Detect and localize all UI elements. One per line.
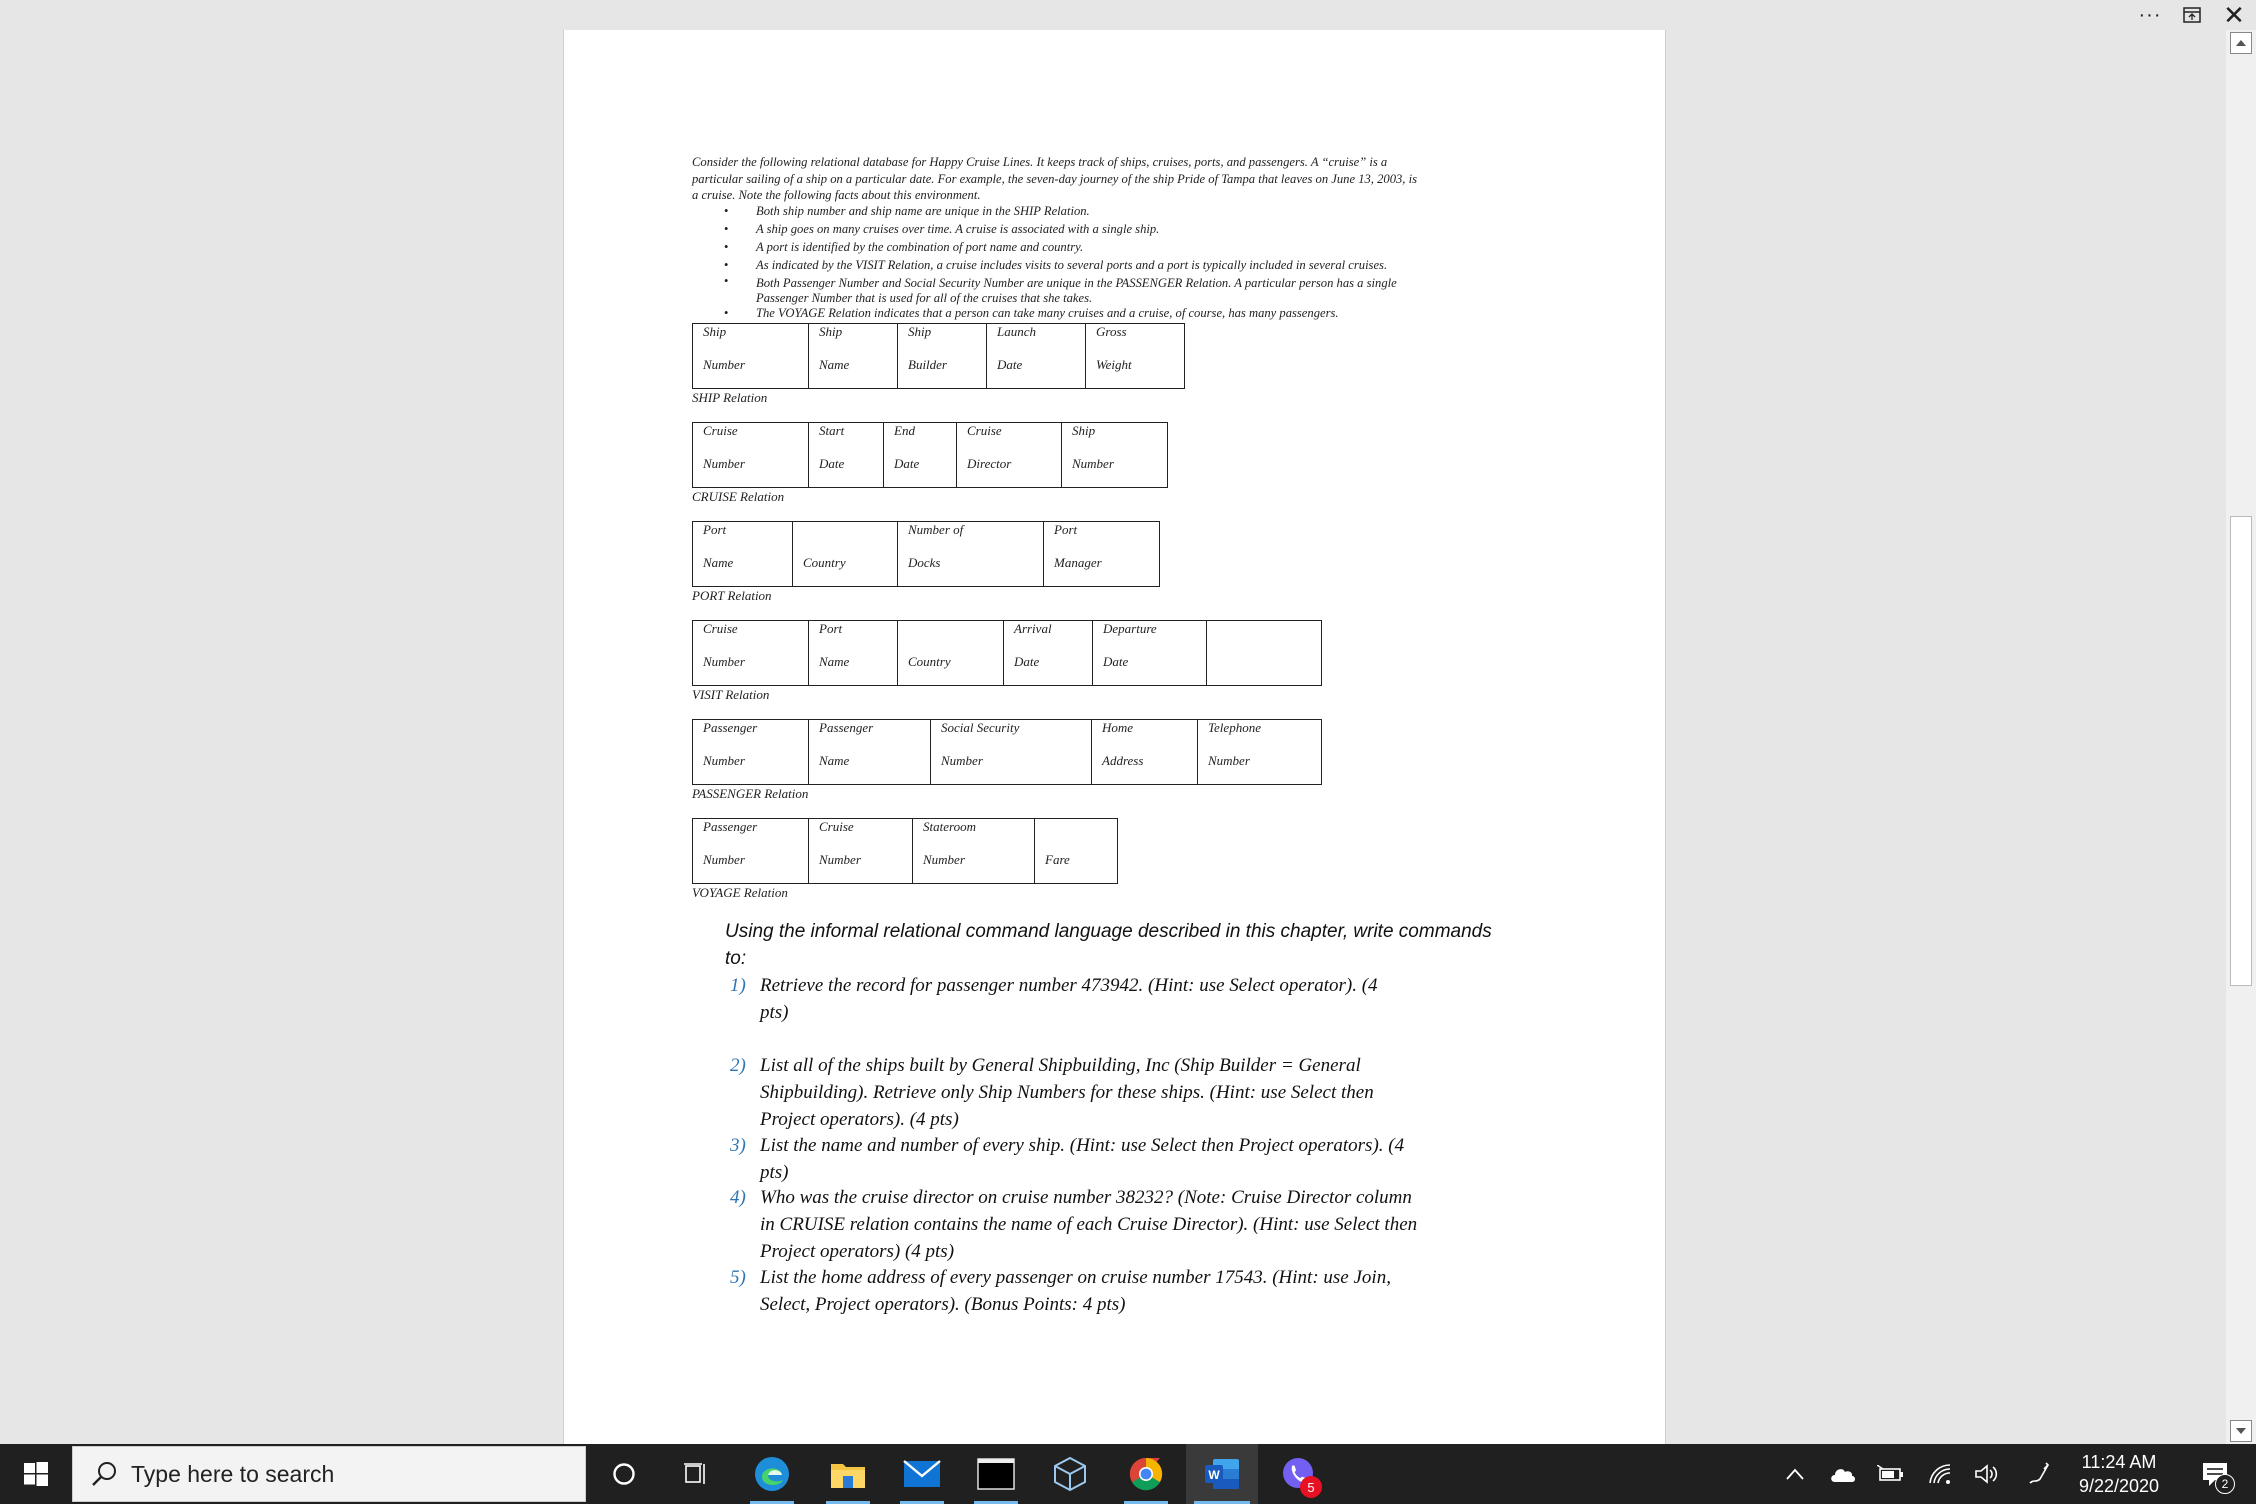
voyage-relation-table (692, 818, 1118, 884)
visit-relation-table (692, 620, 1322, 686)
table-cell (884, 423, 957, 487)
search-placeholder: Type here to search (131, 1460, 335, 1487)
scroll-thumb[interactable] (2230, 516, 2252, 986)
question-intro-line: Using the informal relational command language described in this chapter, write commands (725, 921, 1492, 942)
search-icon (89, 1460, 119, 1488)
cell-line: Cruise (703, 621, 738, 636)
cortana-button[interactable] (588, 1444, 660, 1504)
question-item (730, 1132, 1540, 1186)
folder-icon (829, 1458, 867, 1490)
table-cell (898, 621, 1004, 685)
cell-line: Departure (1103, 621, 1157, 636)
fact-item (692, 238, 1532, 256)
cell-line: Launch (997, 324, 1036, 339)
cell-line: Number (703, 852, 745, 867)
cell-line: Name (819, 357, 850, 372)
intro-line: a cruise. Note the following facts about this environment. (692, 188, 981, 202)
cell-line: Ship (908, 324, 932, 339)
chevron-down-icon (2236, 1428, 2246, 1434)
table-cell (809, 324, 898, 388)
question-line: List the name and number of every ship. (Hint: use Select then Project operators). (4 (760, 1135, 1405, 1156)
pen-icon (2026, 1461, 2052, 1487)
windows-logo-icon (24, 1462, 48, 1486)
question-line: Project operators). (4 pts) (760, 1109, 959, 1130)
table-cell (1093, 621, 1207, 685)
cell-line: Builder (908, 357, 947, 372)
cell-line: Gross (1096, 324, 1127, 339)
cell-line: Director (967, 456, 1012, 471)
relation-caption: CRUISE Relation (692, 489, 785, 504)
clock-time: 11:24 AM (2081, 1452, 2157, 1472)
table-cell (693, 324, 809, 388)
fact-text-continued: Passenger Number that is used for all of the cruises that she takes. (756, 291, 1093, 305)
cell-line: Ship (1072, 423, 1096, 438)
cell-line: Number (819, 852, 861, 867)
question-number: 3) (730, 1135, 746, 1156)
fact-item (692, 274, 1532, 306)
fact-text: A ship goes on many cruises over time. A cruise is associated with a single ship. (756, 222, 1160, 236)
question-line: Retrieve the record for passenger number 473942. (Hint: use Select operator). (4 (760, 975, 1378, 996)
cell-line: Cruise (703, 423, 738, 438)
taskbar-search-box[interactable] (72, 1446, 586, 1502)
fact-text: A port is identified by the combination of port name and country. (756, 240, 1084, 254)
chevron-up-icon (1786, 1468, 1804, 1480)
fact-item (692, 202, 1532, 220)
question-line: pts) (760, 1162, 789, 1183)
network-button[interactable] (1918, 1444, 1964, 1504)
mail-taskbar-button[interactable] (886, 1444, 958, 1504)
viber-icon-wrap (1280, 1456, 1316, 1495)
restore-window-button[interactable] (2170, 0, 2214, 30)
table-cell (931, 720, 1092, 784)
cell-line: Name (819, 753, 850, 768)
task-view-icon (683, 1461, 709, 1487)
cell-line: Port (819, 621, 843, 636)
table-cell (693, 720, 809, 784)
task-view-button[interactable] (660, 1444, 732, 1504)
question-number: 2) (730, 1055, 746, 1076)
cell-line: Weight (1096, 357, 1132, 372)
word-taskbar-button[interactable] (1186, 1444, 1258, 1504)
close-window-button[interactable]: ✕ (2223, 0, 2245, 30)
edge-taskbar-button[interactable] (736, 1444, 808, 1504)
terminal-icon (977, 1458, 1015, 1490)
cell-line: Number (703, 357, 745, 372)
taskbar-clock[interactable] (2064, 1450, 2174, 1498)
cell-line: Date (1014, 654, 1040, 669)
cell-line: Number (703, 456, 745, 471)
cell-line: Cruise (819, 819, 854, 834)
speaker-icon (1974, 1463, 2000, 1485)
table-cell (809, 621, 898, 685)
question-line: List all of the ships built by General Shipbuilding, Inc (Ship Builder = General (760, 1055, 1361, 1076)
taskbar (0, 1444, 2256, 1504)
table-cell (809, 819, 913, 883)
fact-item (692, 256, 1532, 274)
cell-line: Number (703, 654, 745, 669)
cell-line: Number (703, 753, 745, 768)
cell-line: Passenger (703, 819, 758, 834)
cube-icon (1052, 1456, 1088, 1492)
start-button[interactable] (0, 1444, 72, 1504)
cell-line: Number (923, 852, 965, 867)
intro-paragraph (692, 154, 1532, 204)
chrome-taskbar-button[interactable] (1110, 1444, 1182, 1504)
onedrive-button[interactable] (1820, 1444, 1866, 1504)
table-cell (987, 324, 1086, 388)
port-relation-table (692, 521, 1160, 587)
notification-icon-wrap (2201, 1460, 2229, 1491)
question-item (730, 1264, 1540, 1318)
cell-line: Port (703, 522, 727, 537)
table-cell (1004, 621, 1093, 685)
table-cell (1086, 324, 1184, 388)
question-number: 1) (730, 975, 746, 996)
relation-caption: SHIP Relation (692, 390, 768, 405)
show-hidden-icons-button[interactable] (1772, 1444, 1818, 1504)
table-cell (693, 621, 809, 685)
cell-line: Fare (1045, 852, 1070, 867)
cell-line: Number (941, 753, 983, 768)
table-cell (898, 522, 1044, 586)
mail-icon (903, 1460, 941, 1488)
edge-icon (753, 1455, 791, 1493)
table-cell (693, 819, 809, 883)
virtualbox-taskbar-button[interactable] (1034, 1444, 1106, 1504)
fact-text: Both Passenger Number and Social Security Number are unique in the PASSENGER Relation. A particular person has a single (756, 276, 1397, 290)
fact-item (692, 306, 1532, 321)
cell-line: Telephone (1208, 720, 1261, 735)
wifi-icon (1928, 1463, 1954, 1485)
cell-line: Arrival (1014, 621, 1052, 636)
word-icon (1203, 1457, 1241, 1491)
cell-line: Date (1103, 654, 1129, 669)
table-cell (913, 819, 1035, 883)
question-line: List the home address of every passenger on cruise number 17543. (Hint: use Join, (760, 1267, 1391, 1288)
cell-line: Date (894, 456, 920, 471)
question-item (730, 1184, 1540, 1265)
cell-line: Home (1102, 720, 1134, 735)
fact-text: Both ship number and ship name are unique in the SHIP Relation. (756, 204, 1090, 218)
cell-line: Name (819, 654, 850, 669)
cell-line: End (894, 423, 915, 438)
intro-line: Consider the following relational database for Happy Cruise Lines. It keeps track of ships, cruises, ports, and passengers. A “cruise” is a (692, 155, 1388, 169)
table-cell (793, 522, 898, 586)
action-center-button[interactable] (2190, 1444, 2240, 1504)
table-cell (1092, 720, 1198, 784)
viber-badge: 5 (1300, 1476, 1322, 1498)
question-line: Project operators) (4 pts) (760, 1241, 955, 1262)
cloud-icon (1829, 1465, 1857, 1483)
question-line: Who was the cruise director on cruise number 38232? (Note: Cruise Director column (760, 1187, 1412, 1208)
question-line: Shipbuilding). Retrieve only Ship Numbers for these ships. (Hint: use Select then (760, 1082, 1374, 1103)
scroll-down-button[interactable] (2230, 1420, 2252, 1442)
cruise-relation-table (692, 422, 1168, 488)
question-line: Select, Project operators). (Bonus Points: 4 pts) (760, 1294, 1126, 1315)
document-page[interactable] (563, 30, 1666, 1444)
viber-taskbar-button[interactable] (1262, 1444, 1334, 1504)
question-item (730, 972, 1540, 1026)
question-number: 4) (730, 1187, 746, 1208)
svg-text:W: W (1208, 1468, 1220, 1482)
cell-line: Port (1054, 522, 1078, 537)
notification-count-badge: 2 (2215, 1474, 2235, 1494)
title-bar (0, 0, 2256, 30)
table-cell (1198, 720, 1321, 784)
pen-workspace-button[interactable] (2016, 1444, 2062, 1504)
cell-line: Stateroom (923, 819, 976, 834)
table-cell (1044, 522, 1159, 586)
cell-line: Docks (908, 555, 941, 570)
fact-text: The VOYAGE Relation indicates that a person can take many cruises and a cruise, of course, has many passengers. (756, 306, 1339, 320)
cell-line: Passenger (703, 720, 758, 735)
question-number: 5) (730, 1267, 746, 1288)
table-cell (1035, 819, 1117, 883)
cell-line: Number (1208, 753, 1250, 768)
chrome-icon (1128, 1456, 1164, 1492)
more-options-button[interactable]: ··· (2138, 3, 2162, 26)
cell-line: Country (908, 654, 951, 669)
cell-line: Manager (1054, 555, 1102, 570)
fact-text: As indicated by the VISIT Relation, a cruise includes visits to several ports and a port is typically included in several cruises. (756, 258, 1388, 272)
question-item (730, 1052, 1540, 1133)
table-cell (693, 522, 793, 586)
file-explorer-button[interactable] (812, 1444, 884, 1504)
cell-line: Ship (703, 324, 727, 339)
table-cell (957, 423, 1062, 487)
scroll-up-button[interactable] (2230, 32, 2252, 54)
volume-button[interactable] (1964, 1444, 2010, 1504)
vertical-scrollbar[interactable] (2226, 30, 2256, 1444)
table-cell (809, 720, 931, 784)
cell-line: Date (819, 456, 845, 471)
cell-line: Date (997, 357, 1023, 372)
passenger-relation-table (692, 719, 1322, 785)
relation-caption: VISIT Relation (692, 687, 770, 702)
table-cell (1062, 423, 1167, 487)
cell-line: Country (803, 555, 846, 570)
intro-line: particular sailing of a ship on a particular date. For example, the seven-day journey of the ship Pride of Tampa that leaves on June 13, 2003, is (692, 171, 1417, 186)
facts-list (692, 202, 1532, 321)
cell-line: Ship (819, 324, 843, 339)
terminal-taskbar-button[interactable] (960, 1444, 1032, 1504)
question-line: pts) (760, 1002, 789, 1023)
table-cell (693, 423, 809, 487)
battery-button[interactable] (1868, 1444, 1914, 1504)
cell-line: Cruise (967, 423, 1002, 438)
relation-caption: VOYAGE Relation (692, 885, 788, 900)
question-intro-line: to: (725, 948, 747, 969)
cell-line: Name (703, 555, 734, 570)
relation-caption: PASSENGER Relation (692, 786, 809, 801)
ship-relation-table (692, 323, 1185, 389)
table-cell (898, 324, 987, 388)
chevron-up-icon (2236, 40, 2246, 46)
cell-line: Number (1072, 456, 1114, 471)
cell-line: Address (1102, 753, 1144, 768)
cell-line: Number of (908, 522, 964, 537)
relation-caption: PORT Relation (692, 588, 772, 603)
battery-icon (1877, 1465, 1905, 1483)
restore-icon (2183, 7, 2201, 23)
clock-date: 9/22/2020 (2078, 1476, 2160, 1496)
fact-item (692, 220, 1532, 238)
table-cell (809, 423, 884, 487)
table-cell (1207, 621, 1321, 685)
cell-line: Start (819, 423, 845, 438)
cortana-icon (612, 1462, 636, 1486)
cell-line: Social Security (941, 720, 1020, 735)
cell-line: Passenger (819, 720, 874, 735)
question-intro (725, 918, 1625, 972)
question-line: in CRUISE relation contains the name of each Cruise Director). (Hint: use Select then (760, 1214, 1418, 1235)
